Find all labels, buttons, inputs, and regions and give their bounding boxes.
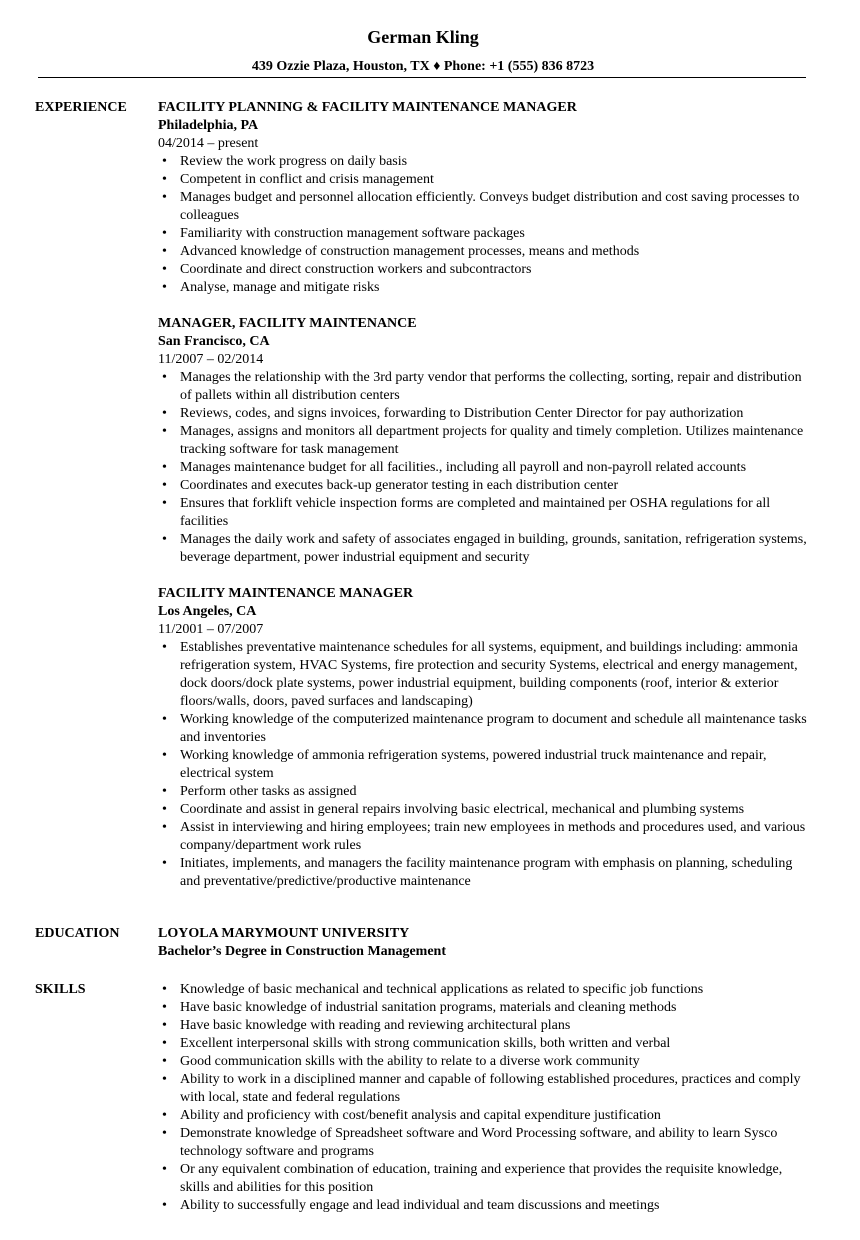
education-heading: EDUCATION bbox=[35, 926, 120, 941]
school-name: LOYOLA MARYMOUNT UNIVERSITY bbox=[158, 926, 410, 941]
skill-item: • Knowledge of basic mechanical and technical applications as related to specific job functions bbox=[158, 981, 808, 999]
job-bullet: • Working knowledge of the computerized maintenance program to document and schedule all maintenance tasks and inventories bbox=[158, 711, 808, 747]
job-entry bbox=[158, 315, 808, 567]
job-bullet: • Manages the relationship with the 3rd party vendor that performs the collecting, sorting, repair and distribution of pallets within all distribution centers bbox=[158, 369, 808, 405]
skill-item: • Ability to work in a disciplined manner and capable of following established procedures, practices and comply with local, state and federal regulations bbox=[158, 1071, 808, 1107]
education-body bbox=[158, 925, 808, 961]
job-bullet: • Perform other tasks as assigned bbox=[158, 783, 808, 801]
job-bullets bbox=[158, 153, 808, 297]
skill-item: • Excellent interpersonal skills with strong communication skills, both written and verbal bbox=[158, 1035, 808, 1053]
job-dates: 11/2007 – 02/2014 bbox=[158, 352, 264, 367]
job-bullet: • Coordinate and assist in general repairs involving basic electrical, mechanical and plumbing systems bbox=[158, 801, 808, 819]
job-bullet: • Manages maintenance budget for all facilities., including all payroll and non-payroll related accounts bbox=[158, 459, 808, 477]
job-bullet: • Review the work progress on daily basis bbox=[158, 153, 808, 171]
skill-item: • Have basic knowledge with reading and reviewing architectural plans bbox=[158, 1017, 808, 1035]
skill-item: • Demonstrate knowledge of Spreadsheet software and Word Processing software, and ability to learn Sysco technology software and programs bbox=[158, 1125, 808, 1161]
experience-heading: EXPERIENCE bbox=[35, 100, 127, 115]
job-bullet: • Analyse, manage and mitigate risks bbox=[158, 279, 808, 297]
job-bullet: • Reviews, codes, and signs invoices, forwarding to Distribution Center Director for pay authorization bbox=[158, 405, 808, 423]
job-bullet: • Working knowledge of ammonia refrigeration systems, powered industrial truck maintenance and repair, electrical system bbox=[158, 747, 808, 783]
skill-item: • Ability and proficiency with cost/benefit analysis and capital expenditure justification bbox=[158, 1107, 808, 1125]
skill-item: • Good communication skills with the ability to relate to a diverse work community bbox=[158, 1053, 808, 1071]
job-bullet: • Establishes preventative maintenance schedules for all systems, equipment, and buildings including: ammonia refrigeration system, HVAC Systems, fire protection and security Systems, electrical and energy management, dock doors/dock plate systems, power industrial equipment, building components (roof, interior & exterior floors/walls, doors, paved surfaces and landscaping) bbox=[158, 639, 808, 711]
experience-list bbox=[158, 99, 808, 909]
job-bullet: • Manages budget and personnel allocation efficiently. Conveys budget distribution and cost saving processes to colleagues bbox=[158, 189, 808, 225]
job-title: FACILITY MAINTENANCE MANAGER bbox=[158, 586, 414, 601]
job-bullets bbox=[158, 369, 808, 567]
job-bullet: • Coordinate and direct construction workers and subcontractors bbox=[158, 261, 808, 279]
skill-item: • Ability to successfully engage and lead individual and team discussions and meetings bbox=[158, 1197, 808, 1215]
job-entry bbox=[158, 585, 808, 891]
job-bullet: • Competent in conflict and crisis management bbox=[158, 171, 808, 189]
contact-line: 439 Ozzie Plaza, Houston, TX ♦ Phone: +1 (555) 836 8723 bbox=[251, 59, 595, 74]
skills-heading: SKILLS bbox=[35, 982, 86, 997]
job-dates: 11/2001 – 07/2007 bbox=[158, 622, 264, 637]
header-divider bbox=[38, 77, 806, 78]
job-location: Philadelphia, PA bbox=[158, 118, 259, 133]
job-bullet: • Coordinates and executes back-up generator testing in each distribution center bbox=[158, 477, 808, 495]
job-entry bbox=[158, 99, 808, 297]
job-title: MANAGER, FACILITY MAINTENANCE bbox=[158, 316, 417, 331]
candidate-name: German Kling bbox=[367, 27, 479, 47]
skill-item: • Or any equivalent combination of education, training and experience that provides the requisite knowledge, skills and abilities for this position bbox=[158, 1161, 808, 1197]
job-bullet: • Advanced knowledge of construction management processes, means and methods bbox=[158, 243, 808, 261]
degree-name: Bachelor’s Degree in Construction Management bbox=[158, 944, 446, 959]
job-dates: 04/2014 – present bbox=[158, 136, 259, 151]
job-bullet: • Initiates, implements, and managers the facility maintenance program with emphasis on planning, scheduling and preventative/predictive/productive maintenance bbox=[158, 855, 808, 891]
job-title: FACILITY PLANNING & FACILITY MAINTENANCE MANAGER bbox=[158, 100, 577, 115]
job-bullets bbox=[158, 639, 808, 891]
job-bullet: • Assist in interviewing and hiring employees; train new employees in methods and procedures used, and various company/department work rules bbox=[158, 819, 808, 855]
job-bullet: • Ensures that forklift vehicle inspection forms are completed and maintained per OSHA regulations for all facilities bbox=[158, 495, 808, 531]
skills-list bbox=[158, 981, 808, 1215]
job-location: San Francisco, CA bbox=[158, 334, 270, 349]
job-bullet: • Manages the daily work and safety of associates engaged in building, grounds, sanitation, refrigeration systems, beverage department, power industrial equipment and security bbox=[158, 531, 808, 567]
skill-item: • Have basic knowledge of industrial sanitation programs, materials and cleaning methods bbox=[158, 999, 808, 1017]
skills-body bbox=[158, 981, 808, 1215]
job-bullet: • Familiarity with construction management software packages bbox=[158, 225, 808, 243]
job-location: Los Angeles, CA bbox=[158, 604, 257, 619]
job-bullet: • Manages, assigns and monitors all department projects for quality and timely completion. Utilizes maintenance tracking software for task management bbox=[158, 423, 808, 459]
